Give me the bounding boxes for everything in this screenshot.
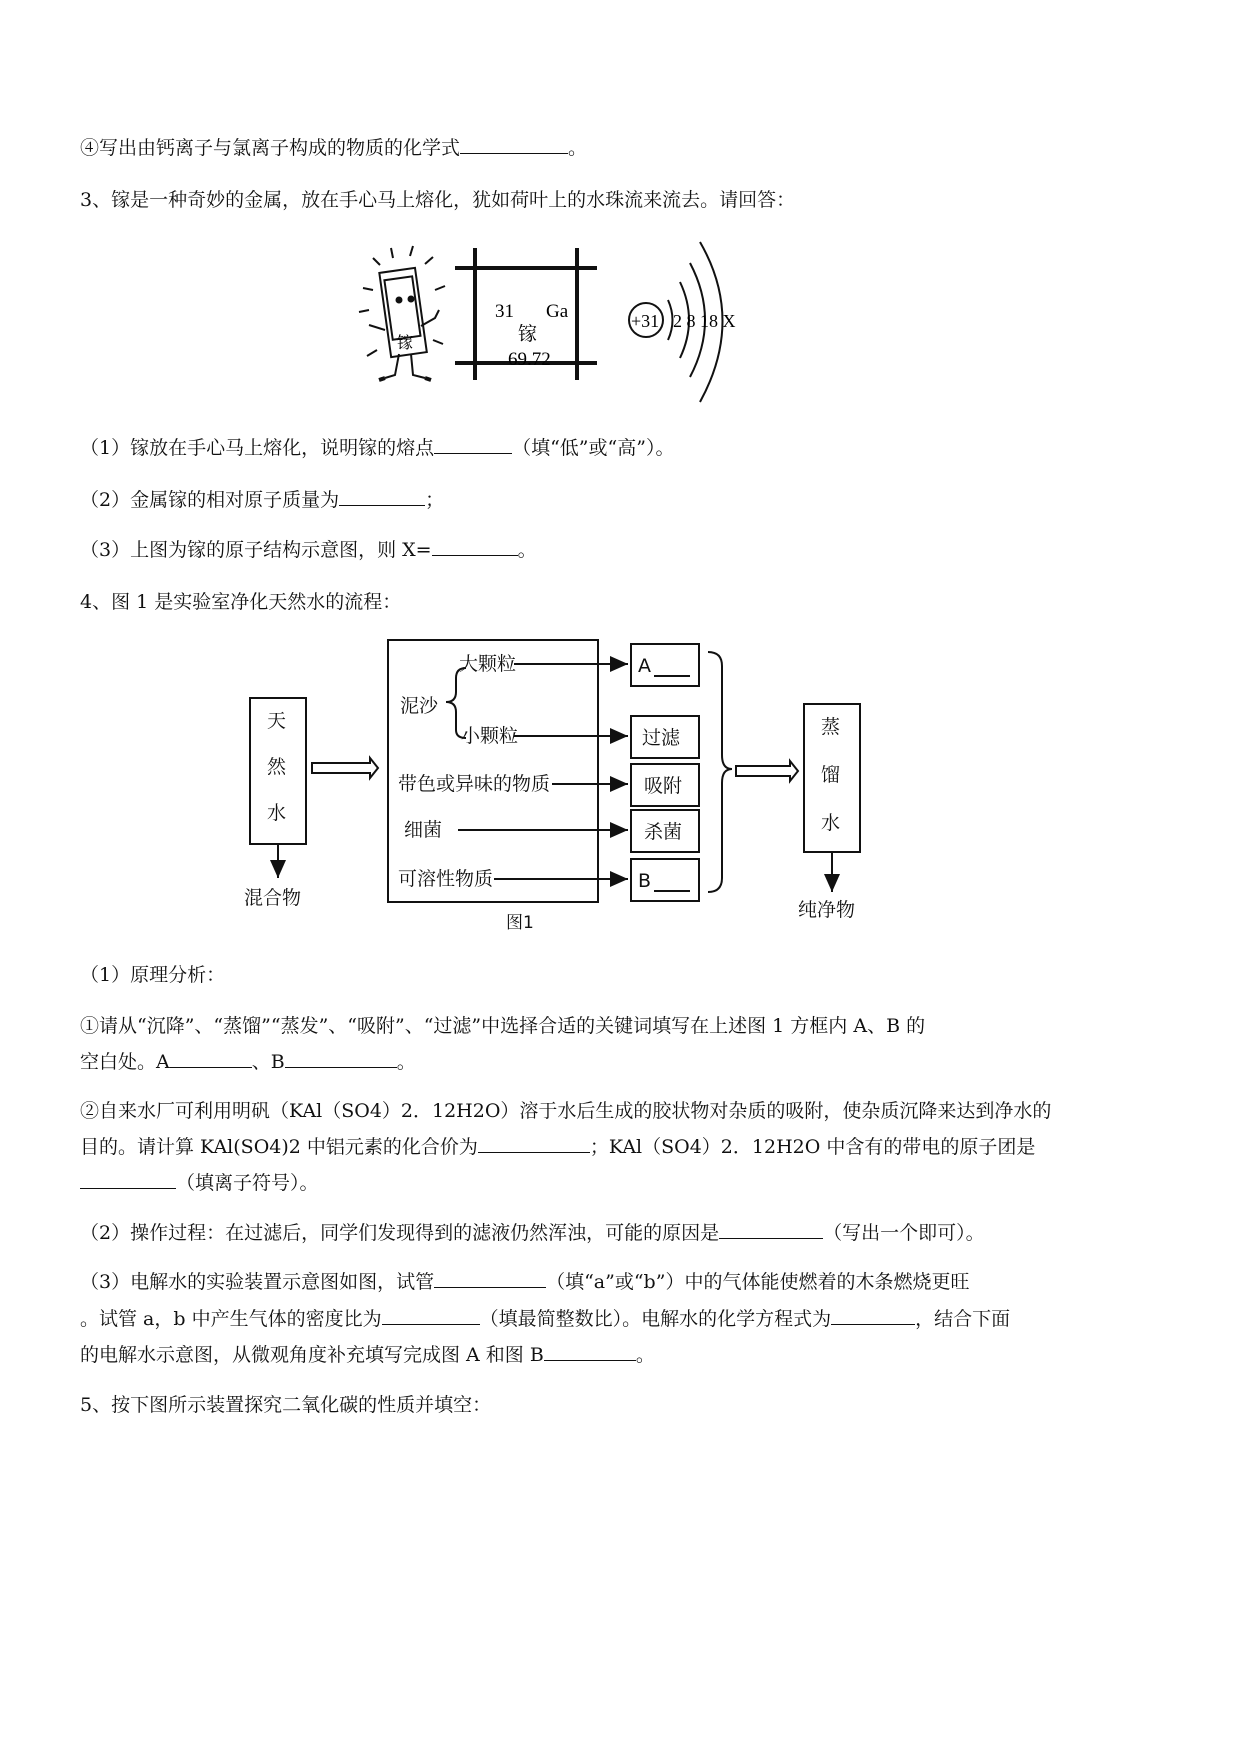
- source-label: 然: [267, 756, 287, 778]
- q4-p1: （1）原理分析：: [80, 964, 226, 986]
- sediment-label: 泥沙: [400, 695, 439, 717]
- answer-blank[interactable]: [478, 1134, 590, 1153]
- answer-blank[interactable]: [170, 1049, 252, 1068]
- purification-flow-diagram: [230, 630, 930, 940]
- soluble-label: 可溶性物质: [398, 868, 494, 890]
- q4-p4: （2）操作过程：在过滤后，同学们发现得到的滤液仍然浑浊，可能的原因是 （写出一个即可）。: [80, 1222, 985, 1244]
- q4-p5c: 的电解水示意图，从微观角度补充填写完成图 A 和图 B 。: [80, 1344, 655, 1366]
- nucleus-charge: +31: [631, 311, 660, 331]
- large-particles-label: 大颗粒: [459, 653, 517, 675]
- element-symbol: Ga: [546, 301, 569, 322]
- sterilize-label: 杀菌: [644, 821, 683, 843]
- source-label: 天: [267, 710, 287, 732]
- source-label: 水: [267, 802, 287, 824]
- q4-p5a: （3）电解水的实验装置示意图如图，试管 （填“a”或“b”）中的气体能使燃着的木条燃烧更旺: [80, 1271, 970, 1293]
- answer-blank[interactable]: [460, 135, 568, 154]
- filter-label: 过滤: [642, 727, 681, 749]
- adsorb-label: 吸附: [644, 775, 683, 797]
- electron-shells: 2 8 18 X: [673, 311, 736, 331]
- q3-intro: 3、镓是一种奇妙的金属，放在手心马上熔化，犹如荷叶上的水珠流来流去。请回答：: [80, 189, 796, 211]
- q4-p3c: （填离子符号）。: [80, 1170, 319, 1196]
- q3-sub1: （1）镓放在手心马上熔化，说明镓的熔点 （填“低”或“高”）。: [80, 437, 675, 459]
- q4-p3b: 目的。请计算 KAl(SO4)2 中铝元素的化合价为 ；KAl（SO4）2．12H2O 中含有的带电的原子团是: [80, 1136, 1036, 1158]
- q3-sub3: （3）上图为镓的原子结构示意图，则 X= 。: [80, 539, 537, 561]
- small-particles-label: 小颗粒: [461, 725, 519, 747]
- answer-blank[interactable]: [285, 1049, 397, 1068]
- bacteria-label: 细菌: [404, 819, 443, 841]
- hollow-arrow-icon: [736, 761, 798, 781]
- impurity-box: [388, 640, 598, 902]
- q4-intro: 4、图 1 是实验室净化天然水的流程：: [80, 591, 402, 613]
- q5-intro: 5、按下图所示装置探究二氧化碳的性质并填空：: [80, 1394, 492, 1416]
- q3-sub2: （2）金属镓的相对原子质量为 ；: [80, 489, 445, 511]
- gallium-cartoon-icon: [359, 246, 445, 380]
- answer-blank[interactable]: [434, 1269, 546, 1288]
- result-label: 馏: [821, 764, 841, 786]
- pure-substance-label: 纯净物: [798, 899, 856, 921]
- answer-blank[interactable]: [434, 435, 512, 454]
- figure-caption: 图1: [506, 913, 534, 933]
- atomic-mass: 69.72: [508, 349, 551, 370]
- answer-blank[interactable]: [544, 1342, 636, 1361]
- answer-blank[interactable]: [339, 487, 425, 506]
- q2-item-4: ④写出由钙离子与氯离子构成的物质的化学式 。: [80, 137, 588, 159]
- q4-p3a: ②自来水厂可利用明矾（KAl（SO4）2．12H2O）溶于水后生成的胶状物对杂质的吸附，使杂质沉降来达到净水的: [80, 1100, 1052, 1122]
- answer-blank[interactable]: [382, 1306, 480, 1325]
- result-label: 蒸: [821, 716, 841, 738]
- answer-blank[interactable]: [80, 1170, 176, 1189]
- box-a-label: A: [638, 655, 651, 677]
- answer-blank[interactable]: [831, 1306, 915, 1325]
- result-label: 水: [821, 812, 841, 834]
- mixture-label: 混合物: [244, 887, 302, 909]
- q4-p2b: 空白处。A 、B 。: [80, 1051, 416, 1073]
- box-b-label: B: [638, 870, 652, 892]
- cartoon-label: 镓: [397, 335, 414, 352]
- element-name: 镓: [518, 324, 538, 345]
- color-odor-label: 带色或异味的物质: [398, 773, 551, 795]
- atomic-number: 31: [495, 301, 514, 322]
- answer-blank[interactable]: [719, 1220, 823, 1239]
- hollow-arrow-icon: [312, 758, 378, 778]
- q4-p5b: 。试管 a，b 中产生气体的密度比为 （填最简整数比）。电解水的化学方程式为 ，结合下面: [80, 1308, 1011, 1330]
- gallium-figure: [355, 230, 775, 410]
- q4-p2a: ①请从“沉降”、“蒸馏”“蒸发”、“吸附”、“过滤”中选择合适的关键词填写在上述图 1 方框内 A、B 的: [80, 1015, 926, 1037]
- answer-blank[interactable]: [432, 537, 518, 556]
